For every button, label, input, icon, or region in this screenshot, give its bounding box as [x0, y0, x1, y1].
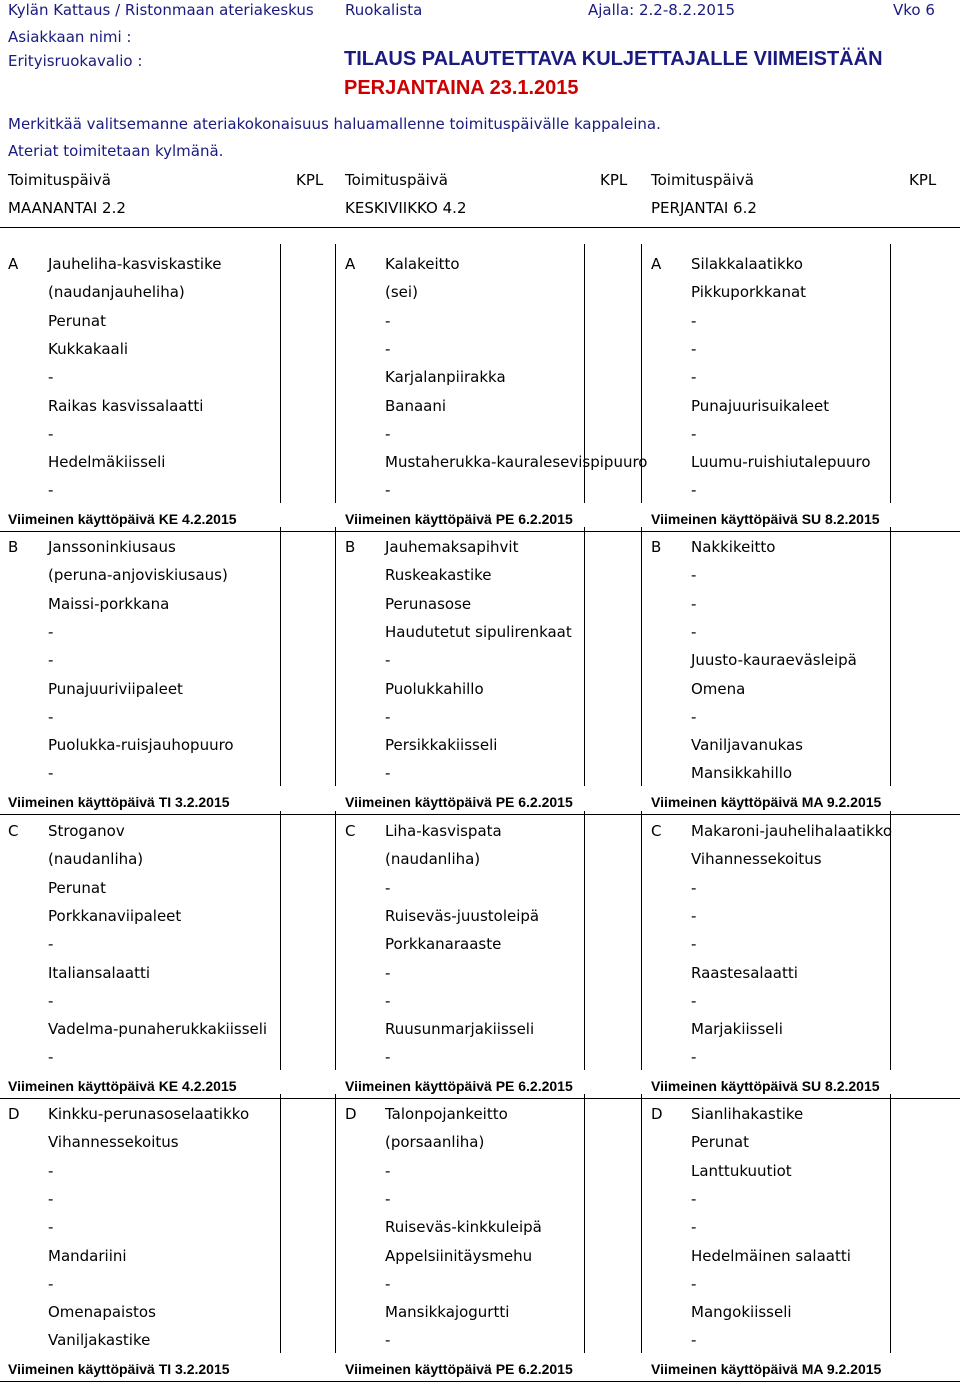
meal-option-letter: C — [8, 822, 19, 840]
meal-option-letter: A — [651, 255, 662, 273]
menu-item: Vadelma-punaherukkakiisseli — [48, 1020, 268, 1039]
menu-item: Mandariini — [48, 1246, 127, 1265]
menu-item: - — [48, 1161, 54, 1180]
menu-item: - — [691, 991, 697, 1010]
menu-item: Ruskeakastike — [385, 566, 492, 585]
menu-item: Punajuurisuikaleet — [691, 396, 830, 415]
column-divider — [890, 527, 891, 786]
menu-item: Jauhemaksapihvit — [385, 538, 519, 556]
week-label: Vko 6 — [893, 1, 935, 19]
best-before-date: Viimeinen käyttöpäivä SU 8.2.2015 — [651, 1077, 880, 1094]
meal-option-letter: D — [345, 1105, 357, 1123]
menu-item: - — [48, 1218, 54, 1237]
menu-item: Kalakeitto — [385, 255, 460, 273]
order-deadline-line1: TILAUS PALAUTETTAVA KULJETTAJALLE VIIMEISTÄÄN — [344, 48, 883, 70]
menu-item: - — [48, 622, 54, 641]
menu-item: - — [691, 481, 697, 500]
instruction-line2: Ateriat toimitetaan kylmänä. — [8, 142, 224, 160]
menu-item: Persikkakiisseli — [385, 736, 498, 755]
menu-item: Juusto-kauraeväsleipä — [691, 651, 857, 670]
menu-item: Jauheliha-kasviskastike — [48, 255, 222, 273]
menu-item: - — [691, 339, 697, 358]
menu-item: Appelsiinitäysmehu — [385, 1246, 533, 1265]
menu-item: Vaniljavanukas — [691, 736, 804, 755]
section-divider — [0, 1098, 960, 1099]
menu-item: - — [691, 1274, 697, 1293]
menu-item: Vihannessekoitus — [48, 1133, 179, 1152]
menu-item: - — [48, 707, 54, 726]
meal-option-letter: D — [8, 1105, 20, 1123]
menu-item: - — [691, 622, 697, 641]
menu-item: (sei) — [385, 283, 418, 302]
kpl-label-3: KPL — [909, 171, 937, 189]
section-divider — [0, 1381, 960, 1382]
menu-item: Nakkikeitto — [691, 538, 776, 556]
menu-item: Liha-kasvispata — [385, 822, 502, 840]
meal-option-letter: A — [345, 255, 356, 273]
menu-item: Perunat — [48, 878, 106, 897]
kpl-label-2: KPL — [600, 171, 628, 189]
menu-item: - — [691, 424, 697, 443]
menu-item: - — [385, 707, 391, 726]
menu-item: - — [691, 311, 697, 330]
column-label-2: Toimituspäivä — [345, 171, 448, 189]
column-divider — [890, 244, 891, 503]
menu-item: - — [691, 906, 697, 925]
meal-option-letter: D — [651, 1105, 663, 1123]
menu-item: Mangokiisseli — [691, 1303, 792, 1322]
menu-item: - — [691, 594, 697, 613]
menu-item: - — [385, 1189, 391, 1208]
best-before-date: Viimeinen käyttöpäivä KE 4.2.2015 — [8, 510, 237, 527]
best-before-date: Viimeinen käyttöpäivä SU 8.2.2015 — [651, 510, 880, 527]
menu-item: (naudanliha) — [385, 850, 481, 869]
column-divider — [335, 811, 336, 1070]
menu-item: - — [48, 1048, 54, 1067]
menu-item: Luumu-ruishiutalepuuro — [691, 453, 871, 472]
instruction-line1: Merkitkää valitsemanne ateriakokonaisuus haluamallenne toimituspäivälle kappaleina. — [8, 115, 661, 133]
customer-name-label: Asiakkaan nimi : — [8, 28, 132, 46]
menu-item: Omena — [691, 679, 746, 698]
menu-item: Mansikkajogurtti — [385, 1303, 510, 1322]
menu-item: Italiansalaatti — [48, 963, 151, 982]
meal-option-letter: C — [651, 822, 662, 840]
menu-item: Marjakiisseli — [691, 1020, 783, 1039]
menu-item: - — [691, 1218, 697, 1237]
menu-item: Raikas kasvissalaatti — [48, 396, 204, 415]
menu-item: - — [385, 651, 391, 670]
menu-item: Talonpojankeitto — [385, 1105, 508, 1123]
menu-item: (naudanliha) — [48, 850, 144, 869]
menu-item: Hedelmäinen salaatti — [691, 1246, 851, 1265]
column-label-3: Toimituspäivä — [651, 171, 754, 189]
menu-item: Perunat — [48, 311, 106, 330]
menu-item: - — [385, 1048, 391, 1067]
column-divider — [280, 244, 281, 503]
menu-item: - — [385, 764, 391, 783]
menu-item: - — [48, 424, 54, 443]
column-divider — [890, 811, 891, 1070]
menu-item: Maissi-porkkana — [48, 594, 170, 613]
meal-option-letter: B — [345, 538, 356, 556]
section-divider — [0, 531, 960, 532]
menu-item: - — [385, 481, 391, 500]
menu-item: - — [48, 651, 54, 670]
best-before-date: Viimeinen käyttöpäivä TI 3.2.2015 — [8, 793, 230, 810]
menu-item: Raastesalaatti — [691, 963, 798, 982]
column-divider — [584, 1094, 585, 1353]
best-before-date: Viimeinen käyttöpäivä MA 9.2.2015 — [651, 793, 882, 810]
menu-item: - — [385, 339, 391, 358]
menu-item: Ruiseväs-kinkkuleipä — [385, 1218, 542, 1237]
menu-item: - — [385, 1274, 391, 1293]
menu-item: (porsaanliha) — [385, 1133, 485, 1152]
column-divider — [641, 527, 642, 786]
menu-item: - — [48, 935, 54, 954]
menu-item: (peruna-anjoviskiusaus) — [48, 566, 228, 585]
menu-item: - — [691, 1331, 697, 1350]
column-label-1: Toimituspäivä — [8, 171, 111, 189]
menu-item: Janssoninkiusaus — [48, 538, 176, 556]
menu-item: Kukkakaali — [48, 339, 129, 358]
best-before-date: Viimeinen käyttöpäivä MA 9.2.2015 — [651, 1360, 882, 1377]
best-before-date: Viimeinen käyttöpäivä TI 3.2.2015 — [8, 1360, 230, 1377]
menu-item: - — [385, 991, 391, 1010]
menu-item: - — [385, 1331, 391, 1350]
period-label: Ajalla: 2.2-8.2.2015 — [588, 1, 736, 19]
menu-item: - — [48, 764, 54, 783]
column-divider — [280, 527, 281, 786]
column-divider — [335, 244, 336, 503]
special-diet-label: Erityisruokavalio : — [8, 52, 143, 70]
menu-item: - — [48, 1274, 54, 1293]
menu-item: - — [691, 1189, 697, 1208]
menu-item: Mustaherukka-kauralesevispipuuro — [385, 453, 648, 472]
column-divider — [584, 527, 585, 786]
header-divider — [0, 227, 960, 228]
delivery-day-3: PERJANTAI 6.2 — [651, 199, 757, 217]
menu-item: - — [691, 878, 697, 897]
column-divider — [335, 527, 336, 786]
meal-option-letter: A — [8, 255, 19, 273]
menu-item: Banaani — [385, 396, 447, 415]
menu-item: Porkkanaviipaleet — [48, 906, 182, 925]
menu-item: - — [385, 963, 391, 982]
best-before-date: Viimeinen käyttöpäivä PE 6.2.2015 — [345, 1360, 573, 1377]
meal-option-letter: B — [8, 538, 19, 556]
section-divider — [0, 814, 960, 815]
menu-item: - — [385, 311, 391, 330]
menu-item: Punajuuriviipaleet — [48, 679, 183, 698]
menu-item: Stroganov — [48, 822, 125, 840]
menu-item: Pikkuporkkanat — [691, 283, 807, 302]
best-before-date: Viimeinen käyttöpäivä KE 4.2.2015 — [8, 1077, 237, 1094]
meal-option-letter: C — [345, 822, 356, 840]
best-before-date: Viimeinen käyttöpäivä PE 6.2.2015 — [345, 1077, 573, 1094]
menu-item: Silakkalaatikko — [691, 255, 803, 273]
menu-item: - — [48, 481, 54, 500]
ruokalista-label: Ruokalista — [345, 1, 423, 19]
menu-item: (naudanjauheliha) — [48, 283, 185, 302]
column-divider — [584, 811, 585, 1070]
kpl-label-1: KPL — [296, 171, 324, 189]
menu-item: Perunat — [691, 1133, 749, 1152]
menu-item: Puolukkahillo — [385, 679, 484, 698]
menu-item: Lanttukuutiot — [691, 1161, 792, 1180]
menu-item: Ruiseväs-juustoleipä — [385, 906, 540, 925]
menu-item: - — [48, 1189, 54, 1208]
column-divider — [335, 1094, 336, 1353]
menu-item: Haudutetut sipulirenkaat — [385, 622, 572, 641]
best-before-date: Viimeinen käyttöpäivä PE 6.2.2015 — [345, 510, 573, 527]
menu-item: - — [691, 707, 697, 726]
header-title: Kylän Kattaus / Ristonmaan ateriakeskus — [8, 1, 314, 19]
column-divider — [890, 1094, 891, 1353]
menu-item: - — [691, 1048, 697, 1067]
column-divider — [641, 1094, 642, 1353]
order-deadline-line2: PERJANTAINA 23.1.2015 — [344, 77, 579, 99]
menu-item: - — [691, 566, 697, 585]
column-divider — [280, 811, 281, 1070]
menu-item: Makaroni-jauhelihalaatikko — [691, 822, 893, 840]
menu-item: Puolukka-ruisjauhopuuro — [48, 736, 234, 755]
menu-item: Vaniljakastike — [48, 1331, 151, 1350]
delivery-day-2: KESKIVIIKKO 4.2 — [345, 199, 467, 217]
column-divider — [280, 1094, 281, 1353]
menu-item: - — [385, 878, 391, 897]
menu-item: Karjalanpiirakka — [385, 368, 506, 387]
menu-item: - — [385, 424, 391, 443]
menu-item: Kinkku-perunasoselaatikko — [48, 1105, 250, 1123]
menu-item: Porkkanaraaste — [385, 935, 502, 954]
menu-item: Ruusunmarjakiisseli — [385, 1020, 535, 1039]
delivery-day-1: MAANANTAI 2.2 — [8, 199, 126, 217]
best-before-date: Viimeinen käyttöpäivä PE 6.2.2015 — [345, 793, 573, 810]
menu-item: Sianlihakastike — [691, 1105, 804, 1123]
menu-item: Perunasose — [385, 594, 472, 613]
menu-item: Mansikkahillo — [691, 764, 793, 783]
menu-item: Omenapaistos — [48, 1303, 156, 1322]
menu-item: Vihannessekoitus — [691, 850, 822, 869]
menu-item: - — [691, 368, 697, 387]
column-divider — [641, 811, 642, 1070]
menu-item: - — [48, 368, 54, 387]
menu-item: - — [48, 991, 54, 1010]
menu-item: - — [691, 935, 697, 954]
meal-option-letter: B — [651, 538, 662, 556]
menu-item: Hedelmäkiisseli — [48, 453, 166, 472]
menu-item: - — [385, 1161, 391, 1180]
